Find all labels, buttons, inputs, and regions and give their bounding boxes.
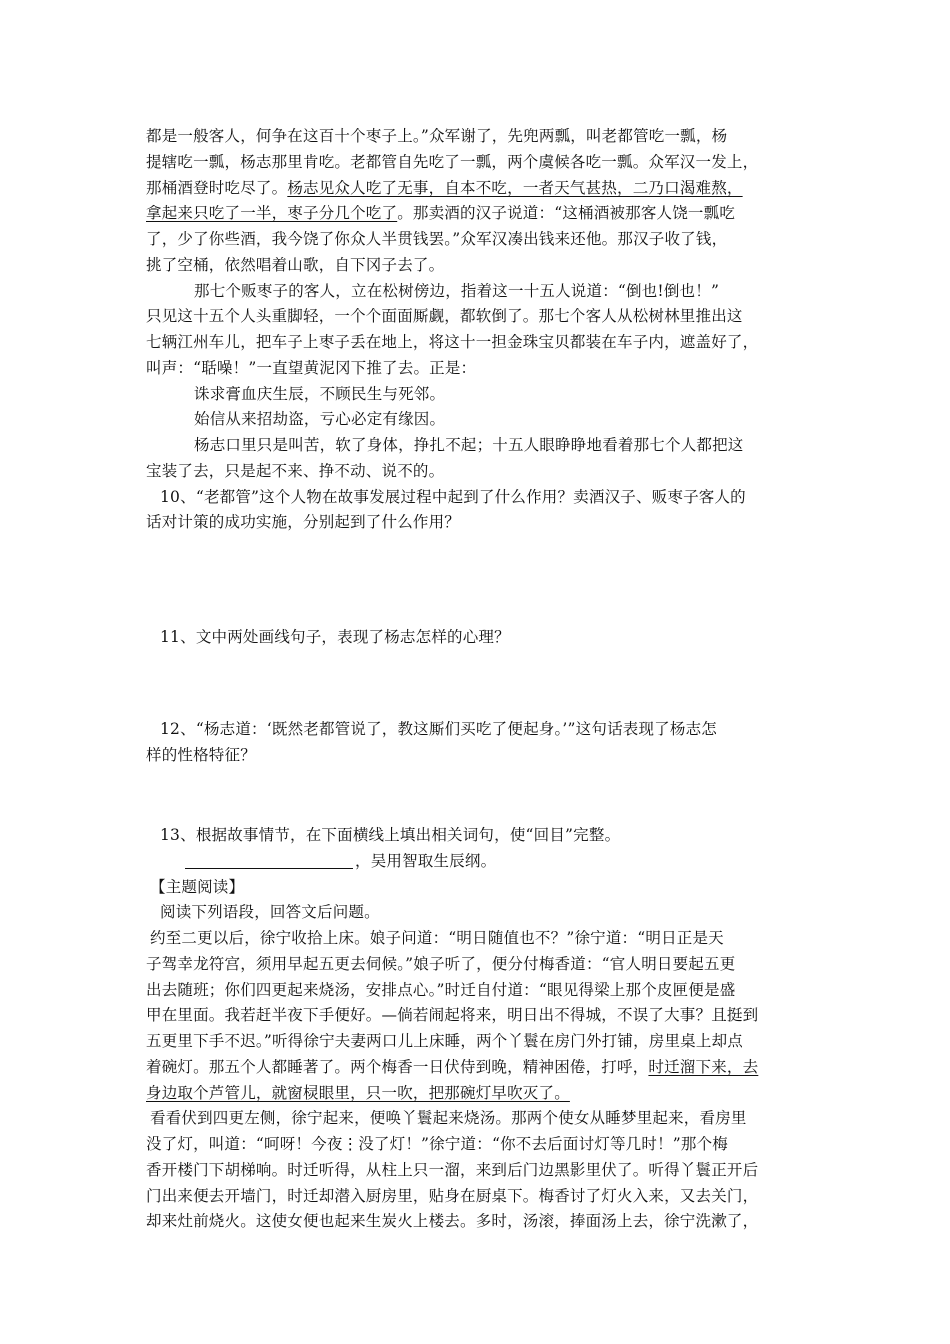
question-11: 11、文中两处画线句子，表现了杨志怎样的心理？ (160, 628, 510, 646)
question-10: 10、“老都管”这个人物在故事发展过程中起到了什么作用？卖酒汉子、贩枣子客人的 (160, 488, 746, 506)
passage2-line: 看看伏到四更左侧，徐宁起来，便唤丫鬟起来烧汤。那两个使女从睡梦里起来，看房里 (150, 1109, 747, 1127)
passage1-line (146, 200, 735, 226)
passage1-line: 杨志口里只是叫苦，软了身体，挣扎不起；十五人眼睁睁地看着那七个人都把这 (194, 436, 744, 454)
passage2-text: 着碗灯。那五个人都睡著了。两个梅香一日伏侍到晚，精神困倦，打呼， (146, 1058, 649, 1076)
section-heading: 【主题阅读】 (150, 878, 245, 896)
passage1-line (146, 175, 743, 201)
section-instruction: 阅读下列语段，回答文后问题。 (160, 903, 380, 921)
question-13: 13、根据故事情节，在下面横线上填出相关词句，使“回目”完整。 (160, 826, 621, 844)
underlined-sentence: 拿起来只吃了一半，枣子分几个吃了 (146, 204, 398, 222)
passage1-text: 。那卖酒的汉子说道：“这桶酒被那客人饶一瓢吃 (397, 204, 736, 222)
question-12: 12、“杨志道：‘既然老都管说了，教这厮们买吃了便起身。’”这句话表现了杨志怎 (160, 720, 717, 738)
question-13-fill (185, 848, 496, 874)
passage1-line: 叫声：“聒噪！”一直望黄泥冈下推了去。正是： (146, 359, 477, 377)
passage2-line: 出去随班；你们四更起来烧汤，安排点心。”时迁自付道：“眼见得梁上那个皮匣便是盛 (146, 981, 736, 999)
passage2-line (146, 1080, 570, 1106)
underlined-sentence: 时迁溜下来，去 (648, 1058, 759, 1076)
underlined-sentence: 身边取个芦管儿，就窗棂眼里，只一吹，把那碗灯早吹灭了。 (146, 1084, 570, 1102)
passage1-line: 挑了空桶，依然唱着山歌，自下冈子去了。 (146, 256, 445, 274)
passage1-line: 提辖吃一瓢，杨志那里肯吃。老都管自先吃了一瓢，两个虞候各吃一瓢。众军汉一发上， (146, 153, 759, 171)
underlined-sentence: 杨志见众人吃了无事，自本不吃，一者天气甚热，二乃口渴难熬， (287, 179, 743, 197)
fill-text: ，吴用智取生辰纲。 (355, 852, 497, 870)
passage2-line: 香开楼门下胡梯响。时迁听得，从柱上只一溜，来到后门边黑影里伏了。听得丫鬟正开后 (146, 1161, 759, 1179)
passage1-line: 都是一般客人，何争在这百十个枣子上。”众军谢了，先兜两瓢，叫老都管吃一瓢，杨 (146, 127, 728, 145)
passage2-line: 甲在里面。我若赶半夜下手便好。—倘若闹起将来，明日出不得城，不误了大事？且挺到 (146, 1006, 759, 1024)
passage1-line: 宝装了去，只是起不来、挣不动、说不的。 (146, 462, 445, 480)
passage1-line: 那七个贩枣子的客人，立在松树傍边，指着这一十五人说道：“倒也!倒也！” (194, 282, 720, 300)
question-12-cont: 样的性格特征？ (146, 746, 256, 764)
question-10-cont: 话对计策的成功实施，分别起到了什么作用？ (146, 513, 461, 531)
passage2-line: 子驾幸龙符宫，须用早起五更去伺候。”娘子听了，便分付梅香道：“官人明日要起五更 (146, 955, 736, 973)
passage2-line: 门出来便去开墙门，时迁却潜入厨房里，贴身在厨桌下。梅香讨了灯火入来，又去关门， (146, 1187, 759, 1205)
passage1-line: 只见这十五个人头重脚轻，一个个面面厮觑，都软倒了。那七个客人从松树林里推出这 (146, 307, 743, 325)
passage1-line: 了，少了你些酒，我今饶了你众人半贯钱罢。”众军汉凑出钱来还他。那汉子收了钱， (146, 230, 728, 248)
passage2-line: 却来灶前烧火。这使女便也起来生炭火上楼去。多时，汤滚，捧面汤上去，徐宁洗漱了， (146, 1212, 759, 1230)
passage2-line: 没了灯，叫道：“呵呀！今夜⋮没了灯！”徐宁道：“你不去后面讨灯等几时！”那个梅 (146, 1135, 728, 1153)
passage2-line: 约至二更以后，徐宁收拾上床。娘子问道：“明日随值也不？”徐宁道：“明日正是天 (150, 929, 724, 947)
passage1-text: 那桶酒登时吃尽了。 (146, 179, 288, 197)
poem-line: 始信从来招劫盗，亏心必定有缘因。 (194, 410, 446, 428)
poem-line: 诛求膏血庆生辰，不顾民生与死邻。 (194, 385, 446, 403)
passage2-line (146, 1054, 758, 1080)
passage2-line: 五更里下手不迟。”听得徐宁夫妻两口儿上床睡，两个丫鬟在房门外打铺，房里桌上却点 (146, 1032, 743, 1050)
passage1-line: 七辆江州车儿，把车子上枣子丢在地上，将这十一担金珠宝贝都装在车子内，遮盖好了， (146, 333, 759, 351)
answer-blank[interactable] (185, 850, 353, 869)
